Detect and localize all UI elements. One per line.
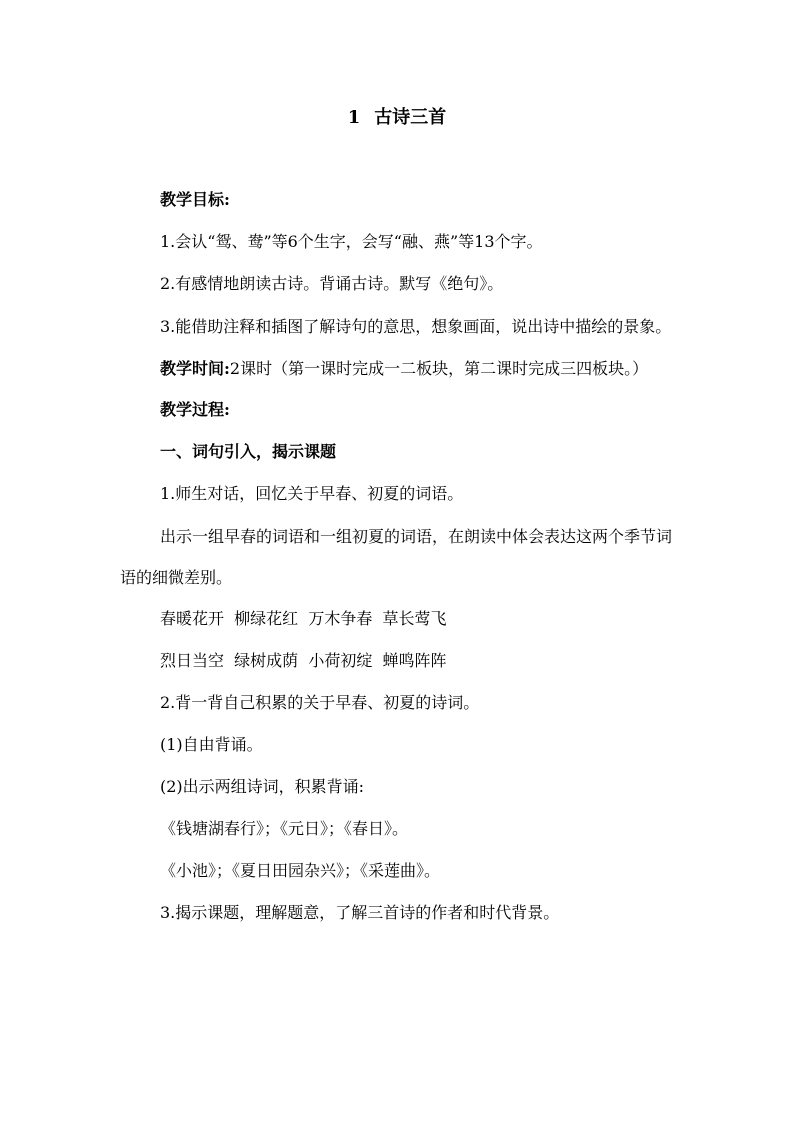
page-title [0,104,794,132]
objective-2: 2.有感情地朗读古诗。背诵古诗。默写《绝句》。 [160,274,504,293]
teaching-time-text: 2课时（第一课时完成一二板块，第二课时完成三四板块。） [229,359,649,378]
lesson-title: 古诗三首 [374,107,447,128]
teaching-time [120,348,676,389]
step-2-b: (2)出示两组诗词，积累背诵: [160,777,365,796]
lesson-number: 1 [347,107,361,128]
step-2: 2.背一背自己积累的关于早春、初夏的诗词。 [160,693,480,712]
objective-1: 1.会认“鸳、鸯”等6个生字，会写“融、燕”等13个字。 [160,232,543,251]
step-1: 1.师生对话，回忆关于早春、初夏的词语。 [160,484,464,503]
process-heading: 教学过程: [160,400,230,419]
summer-words: 烈日当空 绿树成荫 小荷初绽 蝉鸣阵阵 [160,651,447,670]
spring-words: 春暖花开 柳绿花红 万木争春 草长莺飞 [160,609,447,628]
summer-poems: 《小池》；《夏日田园杂兴》；《采莲曲》。 [160,861,441,880]
step-3: 3.揭示课题，理解题意，了解三首诗的作者和时代背景。 [160,903,560,922]
step-1-description: 出示一组早春的词语和一组初夏的词语，在朗读中体会表达这两个季节词语的细微差别。 [120,527,673,587]
objective-3: 3.能借助注释和插图了解诗句的意思，想象画面，说出诗中描绘的景象。 [160,317,672,336]
teaching-time-label: 教学时间: [160,359,230,378]
spring-poems: 《钱塘湖春行》；《元日》；《春日》。 [160,819,409,838]
document-body [120,186,676,927]
step-2-a: (1)自由背诵。 [160,735,263,754]
objectives-heading: 教学目标: [160,190,230,209]
section-1-heading: 一、词句引入，揭示课题 [160,442,337,461]
